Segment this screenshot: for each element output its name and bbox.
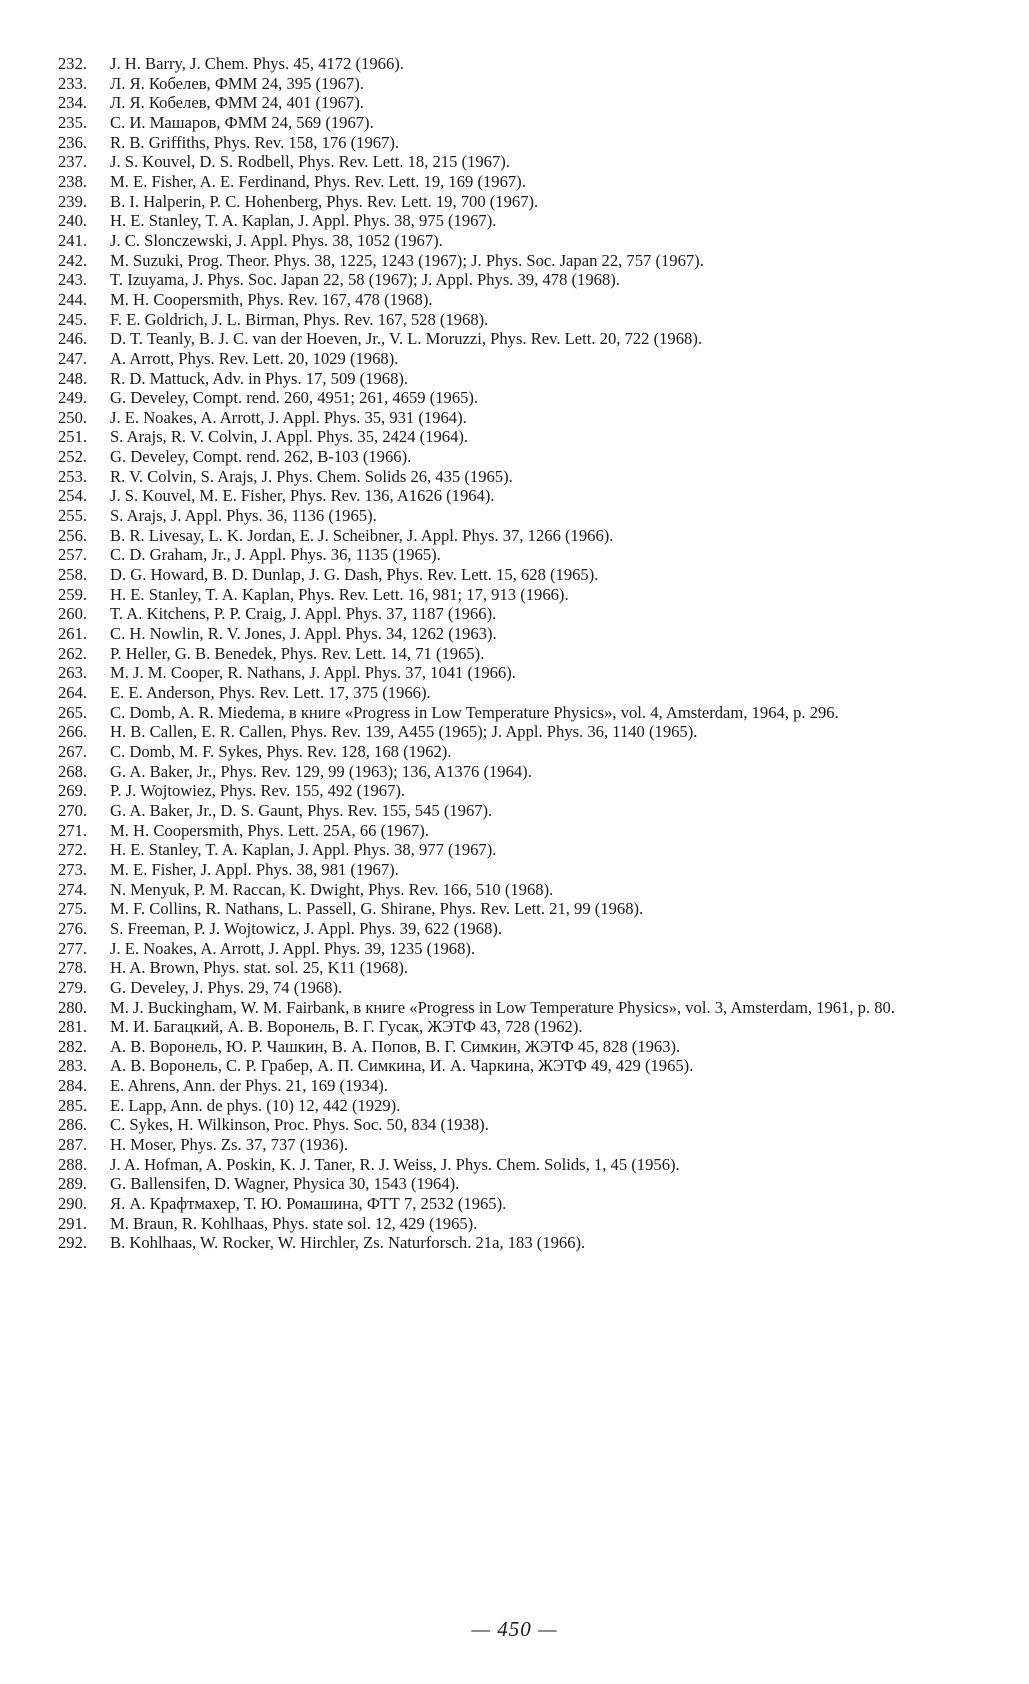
reference-number: 252.	[58, 447, 88, 467]
reference-number: 285.	[58, 1095, 88, 1115]
reference-text: M. H. Coopersmith, Phys. Rev. 167, 478 (1968).	[110, 289, 433, 309]
reference-item	[58, 467, 976, 487]
reference-item	[58, 152, 976, 172]
reference-text: G. Ballensifen, D. Wagner, Physica 30, 1543 (1964).	[110, 1174, 460, 1194]
reference-text: G. Develey, J. Phys. 29, 74 (1968).	[110, 977, 343, 997]
reference-item	[58, 408, 976, 428]
reference-text: S. Arajs, J. Appl. Phys. 36, 1136 (1965).	[110, 506, 377, 526]
reference-item	[58, 781, 976, 801]
reference-number: 290.	[58, 1194, 88, 1214]
reference-item	[58, 427, 976, 447]
reference-text: М. И. Багацкий, А. В. Воронель, В. Г. Гусак, ЖЭТФ 43, 728 (1962).	[110, 1017, 583, 1037]
reference-item	[58, 192, 976, 212]
reference-number: 244.	[58, 289, 88, 309]
reference-item	[58, 860, 976, 880]
reference-item	[58, 1076, 976, 1096]
reference-item	[58, 585, 976, 605]
reference-text: С. И. Машаров, ФММ 24, 569 (1967).	[110, 112, 374, 132]
reference-text: G. A. Baker, Jr., Phys. Rev. 129, 99 (1963); 136, A1376 (1964).	[110, 761, 532, 781]
reference-text: M. H. Coopersmith, Phys. Lett. 25A, 66 (1967).	[110, 820, 429, 840]
reference-number: 264.	[58, 683, 88, 702]
reference-number: 256.	[58, 525, 88, 545]
reference-text: J. H. Barry, J. Chem. Phys. 45, 4172 (1966).	[110, 54, 404, 73]
reference-number: 263.	[58, 663, 88, 683]
reference-item	[58, 290, 976, 310]
reference-number: 262.	[58, 643, 88, 663]
reference-item	[58, 1056, 976, 1076]
reference-text: Л. Я. Кобелев, ФММ 24, 395 (1967).	[110, 73, 364, 93]
reference-text: G. A. Baker, Jr., D. S. Gaunt, Phys. Rev. 155, 545 (1967).	[110, 800, 493, 820]
reference-item	[58, 231, 976, 251]
reference-text: P. J. Wojtowiez, Phys. Rev. 155, 492 (1967).	[110, 781, 406, 801]
reference-text: E. Lapp, Ann. de phys. (10) 12, 442 (1929).	[110, 1095, 401, 1115]
reference-number: 239.	[58, 191, 88, 211]
reference-number: 249.	[58, 388, 88, 408]
reference-text: S. Arajs, R. V. Colvin, J. Appl. Phys. 35, 2424 (1964).	[110, 427, 469, 447]
reference-number: 274.	[58, 879, 88, 899]
reference-number: 275.	[58, 899, 88, 919]
reference-text: А. В. Воронель, Ю. Р. Чашкин, В. А. Попов, В. Г. Симкин, ЖЭТФ 45, 828 (1963).	[110, 1036, 681, 1056]
reference-item	[58, 526, 976, 546]
reference-text: P. Heller, G. B. Benedek, Phys. Rev. Lett. 14, 71 (1965).	[110, 643, 485, 663]
reference-number: 278.	[58, 958, 88, 978]
reference-item	[58, 113, 976, 133]
reference-text: E. Ahrens, Ann. der Phys. 21, 169 (1934).	[110, 1076, 388, 1096]
reference-number: 251.	[58, 427, 88, 447]
reference-number: 268.	[58, 761, 88, 781]
reference-item	[58, 1115, 976, 1135]
page-number: — 450 —	[471, 1617, 558, 1641]
reference-item	[58, 172, 976, 192]
reference-item	[58, 604, 976, 624]
reference-number: 234.	[58, 93, 88, 113]
reference-text: T. Izuyama, J. Phys. Soc. Japan 22, 58 (1967); J. Appl. Phys. 39, 478 (1968).	[110, 270, 620, 290]
reference-text: A. Arrott, Phys. Rev. Lett. 20, 1029 (1968).	[110, 348, 399, 368]
reference-text: M. F. Collins, R. Nathans, L. Passell, G. Shirane, Phys. Rev. Lett. 21, 99 (1968).	[110, 899, 644, 919]
reference-number: 282.	[58, 1036, 88, 1056]
reference-number: 247.	[58, 348, 88, 368]
reference-text: R. V. Colvin, S. Arajs, J. Phys. Chem. Solids 26, 435 (1965).	[110, 466, 513, 486]
reference-item	[58, 1155, 976, 1175]
reference-number: 265.	[58, 702, 88, 722]
reference-number: 287.	[58, 1135, 88, 1155]
reference-text: H. A. Brown, Phys. stat. sol. 25, K11 (1968).	[110, 958, 409, 978]
reference-number: 277.	[58, 938, 88, 958]
reference-item	[58, 565, 976, 585]
reference-item	[58, 388, 976, 408]
reference-item	[58, 939, 976, 959]
reference-item	[58, 683, 976, 703]
reference-number: 232.	[58, 54, 88, 73]
reference-number: 286.	[58, 1115, 88, 1135]
reference-text: J. S. Kouvel, M. E. Fisher, Phys. Rev. 136, A1626 (1964).	[110, 486, 495, 506]
reference-text: M. E. Fisher, J. Appl. Phys. 38, 981 (1967).	[110, 859, 399, 879]
reference-text: F. E. Goldrich, J. L. Birman, Phys. Rev. 167, 528 (1968).	[110, 309, 489, 329]
reference-number: 233.	[58, 73, 88, 93]
reference-text: Л. Я. Кобелев, ФММ 24, 401 (1967).	[110, 93, 364, 113]
reference-number: 242.	[58, 250, 88, 270]
reference-text: D. T. Teanly, B. J. C. van der Hoeven, Jr., V. L. Moruzzi, Phys. Rev. Lett. 20, 722 (1968).	[110, 329, 702, 349]
reference-number: 238.	[58, 171, 88, 191]
reference-number: 288.	[58, 1154, 88, 1174]
reference-number: 258.	[58, 565, 88, 585]
reference-number: 261.	[58, 624, 88, 644]
reference-number: 245.	[58, 309, 88, 329]
reference-number: 281.	[58, 1017, 88, 1037]
reference-text: C. Sykes, H. Wilkinson, Proc. Phys. Soc. 50, 834 (1938).	[110, 1115, 489, 1135]
reference-item	[58, 310, 976, 330]
reference-text: J. A. Hofman, A. Poskin, K. J. Taner, R. J. Weiss, J. Phys. Chem. Solids, 1, 45 (1956).	[110, 1154, 680, 1174]
reference-item	[58, 998, 976, 1018]
reference-number: 269.	[58, 781, 88, 801]
reference-item	[58, 506, 976, 526]
reference-item	[58, 722, 976, 742]
reference-item	[58, 644, 976, 664]
reference-text: J. E. Noakes, A. Arrott, J. Appl. Phys. 35, 931 (1964).	[110, 407, 467, 427]
reference-number: 266.	[58, 722, 88, 742]
reference-item	[58, 1017, 976, 1037]
reference-item	[58, 1194, 976, 1214]
reference-number: 283.	[58, 1056, 88, 1076]
reference-text: H. E. Stanley, T. A. Kaplan, Phys. Rev. Lett. 16, 981; 17, 913 (1966).	[110, 584, 569, 604]
reference-item	[58, 251, 976, 271]
reference-number: 267.	[58, 741, 88, 761]
reference-item	[58, 447, 976, 467]
reference-text: R. B. Griffiths, Phys. Rev. 158, 176 (1967).	[110, 132, 400, 152]
reference-text: M. Braun, R. Kohlhaas, Phys. state sol. 12, 429 (1965).	[110, 1213, 478, 1233]
reference-text: N. Menyuk, P. M. Raccan, K. Dwight, Phys. Rev. 166, 510 (1968).	[110, 879, 554, 899]
reference-text: B. R. Livesay, L. K. Jordan, E. J. Scheibner, J. Appl. Phys. 37, 1266 (1966).	[110, 525, 614, 545]
reference-item	[58, 1096, 976, 1116]
reference-text: M. J. Buckingham, W. M. Fairbank, в книге «Progress in Low Temperature Physics», vol. 3, Amsterdam, 1961, p. 80.	[110, 997, 895, 1017]
reference-item	[58, 703, 976, 723]
reference-number: 259.	[58, 584, 88, 604]
reference-item	[58, 840, 976, 860]
reference-item	[58, 1214, 976, 1234]
reference-list	[58, 54, 976, 1253]
reference-text: T. A. Kitchens, P. P. Craig, J. Appl. Phys. 37, 1187 (1966).	[110, 604, 497, 624]
reference-text: C. D. Graham, Jr., J. Appl. Phys. 36, 1135 (1965).	[110, 545, 441, 565]
reference-text: Я. А. Крафтмахер, Т. Ю. Ромашина, ФТТ 7, 2532 (1965).	[110, 1194, 507, 1214]
reference-number: 291.	[58, 1213, 88, 1233]
reference-item	[58, 349, 976, 369]
reference-text: J. C. Slonczewski, J. Appl. Phys. 38, 1052 (1967).	[110, 230, 443, 250]
reference-item	[58, 958, 976, 978]
reference-text: H. E. Stanley, T. A. Kaplan, J. Appl. Phys. 38, 975 (1967).	[110, 211, 497, 231]
reference-number: 276.	[58, 918, 88, 938]
reference-number: 246.	[58, 329, 88, 349]
reference-number: 254.	[58, 486, 88, 506]
reference-text: M. Suzuki, Prog. Theor. Phys. 38, 1225, 1243 (1967); J. Phys. Soc. Japan 22, 757 (1967).	[110, 250, 704, 270]
reference-number: 237.	[58, 152, 88, 172]
reference-text: M. J. M. Cooper, R. Nathans, J. Appl. Phys. 37, 1041 (1966).	[110, 663, 516, 683]
reference-text: H. E. Stanley, T. A. Kaplan, J. Appl. Phys. 38, 977 (1967).	[110, 840, 497, 860]
reference-text: H. B. Callen, E. R. Callen, Phys. Rev. 139, A455 (1965); J. Appl. Phys. 36, 1140 (1965).	[110, 722, 698, 742]
reference-number: 292.	[58, 1233, 88, 1253]
reference-number: 270.	[58, 800, 88, 820]
reference-item	[58, 74, 976, 94]
reference-item	[58, 899, 976, 919]
reference-number: 235.	[58, 112, 88, 132]
reference-item	[58, 133, 976, 153]
reference-number: 255.	[58, 506, 88, 526]
reference-text: E. E. Anderson, Phys. Rev. Lett. 17, 375 (1966).	[110, 683, 431, 702]
reference-item	[58, 880, 976, 900]
reference-item	[58, 1233, 976, 1253]
reference-text: C. Domb, A. R. Miedema, в книге «Progress in Low Temperature Physics», vol. 4, Amsterdam, 1964, p. 296.	[110, 702, 839, 722]
reference-number: 250.	[58, 407, 88, 427]
reference-item	[58, 93, 976, 113]
reference-item	[58, 742, 976, 762]
reference-text: А. В. Воронель, С. Р. Грабер, А. П. Симкина, И. А. Чаркина, ЖЭТФ 49, 429 (1965).	[110, 1056, 694, 1076]
reference-text: J. S. Kouvel, D. S. Rodbell, Phys. Rev. Lett. 18, 215 (1967).	[110, 152, 510, 172]
reference-item	[58, 978, 976, 998]
reference-number: 236.	[58, 132, 88, 152]
reference-number: 260.	[58, 604, 88, 624]
reference-text: S. Freeman, P. J. Wojtowicz, J. Appl. Phys. 39, 622 (1968).	[110, 918, 503, 938]
reference-number: 253.	[58, 466, 88, 486]
reference-text: M. E. Fisher, A. E. Ferdinand, Phys. Rev. Lett. 19, 169 (1967).	[110, 171, 526, 191]
reference-number: 289.	[58, 1174, 88, 1194]
reference-number: 243.	[58, 270, 88, 290]
reference-text: H. Moser, Phys. Zs. 37, 737 (1936).	[110, 1135, 349, 1155]
reference-item	[58, 663, 976, 683]
reference-item	[58, 54, 976, 74]
reference-text: C. Domb, M. F. Sykes, Phys. Rev. 128, 168 (1962).	[110, 741, 452, 761]
reference-text: J. E. Noakes, A. Arrott, J. Appl. Phys. 39, 1235 (1968).	[110, 938, 476, 958]
reference-item	[58, 1174, 976, 1194]
reference-number: 257.	[58, 545, 88, 565]
reference-text: D. G. Howard, B. D. Dunlap, J. G. Dash, Phys. Rev. Lett. 15, 628 (1965).	[110, 565, 599, 585]
reference-item	[58, 270, 976, 290]
reference-item	[58, 545, 976, 565]
reference-number: 248.	[58, 368, 88, 388]
reference-item	[58, 821, 976, 841]
reference-item	[58, 1037, 976, 1057]
reference-number: 271.	[58, 820, 88, 840]
reference-number: 241.	[58, 230, 88, 250]
reference-number: 280.	[58, 997, 88, 1017]
reference-text: B. Kohlhaas, W. Rocker, W. Hirchler, Zs. Naturforsch. 21a, 183 (1966).	[110, 1233, 586, 1253]
reference-item	[58, 486, 976, 506]
reference-item	[58, 369, 976, 389]
reference-text: R. D. Mattuck, Adv. in Phys. 17, 509 (1968).	[110, 368, 409, 388]
reference-number: 273.	[58, 859, 88, 879]
reference-text: G. Develey, Compt. rend. 260, 4951; 261, 4659 (1965).	[110, 388, 479, 408]
reference-item	[58, 762, 976, 782]
reference-item	[58, 1135, 976, 1155]
reference-number: 272.	[58, 840, 88, 860]
reference-number: 279.	[58, 977, 88, 997]
reference-text: C. H. Nowlin, R. V. Jones, J. Appl. Phys. 34, 1262 (1963).	[110, 624, 497, 644]
reference-text: G. Develey, Compt. rend. 262, B-103 (1966).	[110, 447, 412, 467]
reference-item	[58, 919, 976, 939]
reference-text: B. I. Halperin, P. C. Hohenberg, Phys. Rev. Lett. 19, 700 (1967).	[110, 191, 539, 211]
reference-number: 284.	[58, 1076, 88, 1096]
reference-item	[58, 801, 976, 821]
reference-item	[58, 329, 976, 349]
reference-item	[58, 624, 976, 644]
reference-number: 240.	[58, 211, 88, 231]
reference-item	[58, 211, 976, 231]
